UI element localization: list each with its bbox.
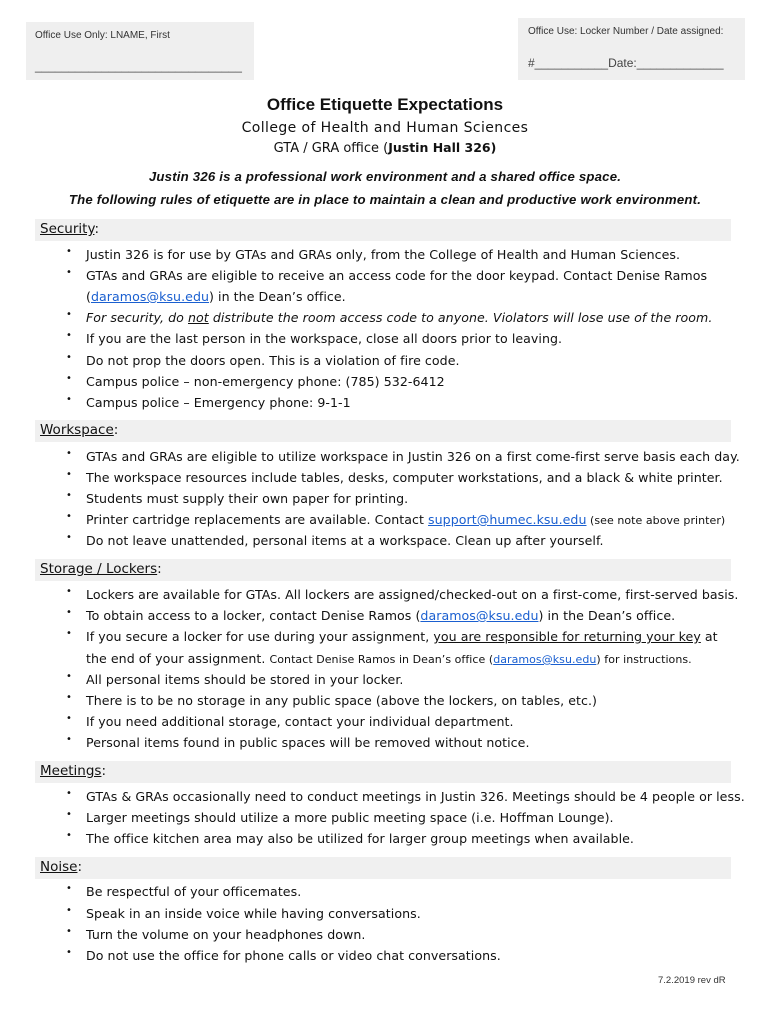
bullet-icon: •: [66, 671, 72, 682]
bullet-icon: •: [66, 246, 72, 257]
emphasis-not: not: [188, 310, 209, 325]
storage-item-text: ) for instructions.: [596, 653, 692, 666]
section-noise-heading: [35, 857, 731, 879]
page-title: Office Etiquette Expectations: [266, 95, 504, 114]
storage-item-text: If you need additional storage, contact your individual department.: [86, 714, 514, 729]
intro-line-1: Justin 326 is a professional work environment and a shared office space.: [148, 169, 622, 184]
bullet-icon: •: [66, 469, 72, 480]
bullet-icon: •: [66, 830, 72, 841]
workspace-heading-text: Workspace: [40, 422, 114, 438]
college-name: College of Health and Human Sciences: [241, 120, 529, 136]
email-link[interactable]: support@humec.ksu.edu: [428, 512, 587, 527]
bullet-icon: •: [66, 809, 72, 820]
section-meetings-heading: [35, 761, 731, 783]
bullet-icon: •: [66, 788, 72, 799]
storage-item-text: ) in the Dean’s office.: [538, 608, 676, 623]
heading-colon: :: [94, 221, 100, 237]
bullet-icon: •: [66, 607, 72, 618]
storage-item-text: Lockers are available for GTAs. All lockers are assigned/checked-out on a first-come, first-served basis.: [86, 587, 739, 602]
office-location-prefix: GTA / GRA office (: [273, 141, 389, 156]
bullet-icon: •: [66, 628, 72, 639]
office-use-name-label: Office Use Only: LNAME, First: [35, 30, 170, 41]
bullet-icon: •: [66, 532, 72, 543]
workspace-item-text: The workspace resources include tables, desks, computer workstations, and a black & white printer.: [86, 470, 723, 485]
section-storage-heading: [35, 559, 731, 581]
bullet-icon: •: [66, 883, 72, 894]
key-responsibility: you are responsible for returning your key: [433, 629, 701, 644]
email-link[interactable]: daramos@ksu.edu: [90, 289, 210, 304]
revision-footer: 7.2.2019 rev dR: [658, 975, 726, 986]
noise-item-text: Do not use the office for phone calls or video chat conversations.: [86, 948, 501, 963]
security-item-text: Campus police – Emergency phone: 9-1-1: [86, 395, 351, 410]
noise-item-text: Be respectful of your officemates.: [86, 884, 302, 899]
noise-heading-text: Noise: [40, 859, 78, 875]
meetings-heading-text: Meetings: [40, 763, 102, 779]
workspace-item-text: GTAs and GRAs are eligible to utilize workspace in Justin 326 on a first come-first serve basis each day.: [86, 449, 740, 464]
office-use-name-line: _______________________________: [35, 59, 242, 73]
bullet-icon: •: [66, 586, 72, 597]
security-item-text: ) in the Dean’s office.: [209, 289, 346, 304]
workspace-item-text: Printer cartridge replacements are available. Contact: [86, 512, 429, 527]
meetings-item-text: GTAs & GRAs occasionally need to conduct meetings in Justin 326. Meetings should be 4 people or less.: [86, 789, 745, 804]
storage-item-text: If you secure a locker for use during your assignment,: [86, 629, 434, 644]
office-location: [0, 140, 770, 156]
bullet-icon: •: [66, 511, 72, 522]
heading-colon: :: [113, 422, 119, 438]
security-item-text: Do not prop the doors open. This is a violation of fire code.: [86, 353, 460, 368]
section-security-heading: [35, 219, 731, 241]
heading-colon: :: [157, 561, 162, 577]
email-link[interactable]: daramos@ksu.edu: [493, 653, 597, 666]
bullet-icon: •: [66, 309, 72, 320]
bullet-icon: •: [66, 692, 72, 703]
bullet-icon: •: [66, 734, 72, 745]
section-workspace-heading: [35, 420, 731, 442]
paren-open: (: [86, 289, 91, 304]
bullet-icon: •: [66, 713, 72, 724]
bullet-icon: •: [66, 947, 72, 958]
meetings-item-text: The office kitchen area may also be utilized for larger group meetings when available.: [86, 831, 634, 846]
meetings-item-text: Larger meetings should utilize a more public meeting space (i.e. Hoffman Lounge).: [86, 810, 614, 825]
bullet-icon: •: [66, 330, 72, 341]
security-item-text: Justin 326 is for use by GTAs and GRAs only, from the College of Health and Human Sciences.: [86, 247, 681, 262]
email-link[interactable]: daramos@ksu.edu: [420, 608, 539, 623]
storage-item-text: at: [700, 629, 718, 644]
bullet-icon: •: [66, 267, 72, 278]
security-item-text: For security, do: [86, 310, 188, 325]
office-use-locker-line: #___________Date:_____________: [528, 56, 724, 70]
bullet-icon: •: [66, 394, 72, 405]
security-item-text: GTAs and GRAs are eligible to receive an access code for the door keypad. Contact Denise Ramos: [86, 268, 708, 283]
noise-item-text: Turn the volume on your headphones down.: [86, 927, 366, 942]
printer-note: (see note above printer): [586, 514, 726, 527]
security-item-text: distribute the room access code to anyone. Violators will lose use of the room.: [208, 310, 713, 325]
storage-item-text: All personal items should be stored in your locker.: [86, 672, 404, 687]
bullet-icon: •: [66, 373, 72, 384]
workspace-item-text: Students must supply their own paper for printing.: [86, 491, 409, 506]
heading-colon: :: [77, 859, 83, 875]
noise-item-text: Speak in an inside voice while having conversations.: [86, 906, 421, 921]
heading-colon: :: [101, 763, 107, 779]
storage-heading-text: Storage / Lockers: [40, 561, 158, 577]
storage-item-text: There is to be no storage in any public space (above the lockers, on tables, etc.): [86, 693, 597, 708]
security-item-text: If you are the last person in the workspace, close all doors prior to leaving.: [86, 331, 563, 346]
bullet-icon: •: [66, 490, 72, 501]
bullet-icon: •: [66, 448, 72, 459]
office-use-locker-box: [518, 18, 745, 80]
workspace-item-text: Do not leave unattended, personal items at a workspace. Clean up after yourself.: [86, 533, 604, 548]
storage-item-text: Personal items found in public spaces will be removed without notice.: [86, 735, 530, 750]
security-heading-text: Security: [40, 221, 95, 237]
office-use-name-box: [26, 22, 254, 80]
office-use-locker-label: Office Use: Locker Number / Date assigned:: [528, 26, 724, 37]
security-item-text: Campus police – non-emergency phone: (785) 532-6412: [86, 374, 445, 389]
intro-line-2: The following rules of etiquette are in place to maintain a clean and productive work environment.: [68, 192, 702, 207]
bullet-icon: •: [66, 926, 72, 937]
bullet-icon: •: [66, 352, 72, 363]
storage-item-text: the end of your assignment.: [86, 651, 270, 666]
storage-item-text: Contact Denise Ramos in Dean’s office (: [269, 653, 494, 666]
bullet-icon: •: [66, 905, 72, 916]
office-location-room: Justin Hall 326): [388, 140, 497, 155]
storage-item-text: To obtain access to a locker, contact Denise Ramos (: [86, 608, 421, 623]
